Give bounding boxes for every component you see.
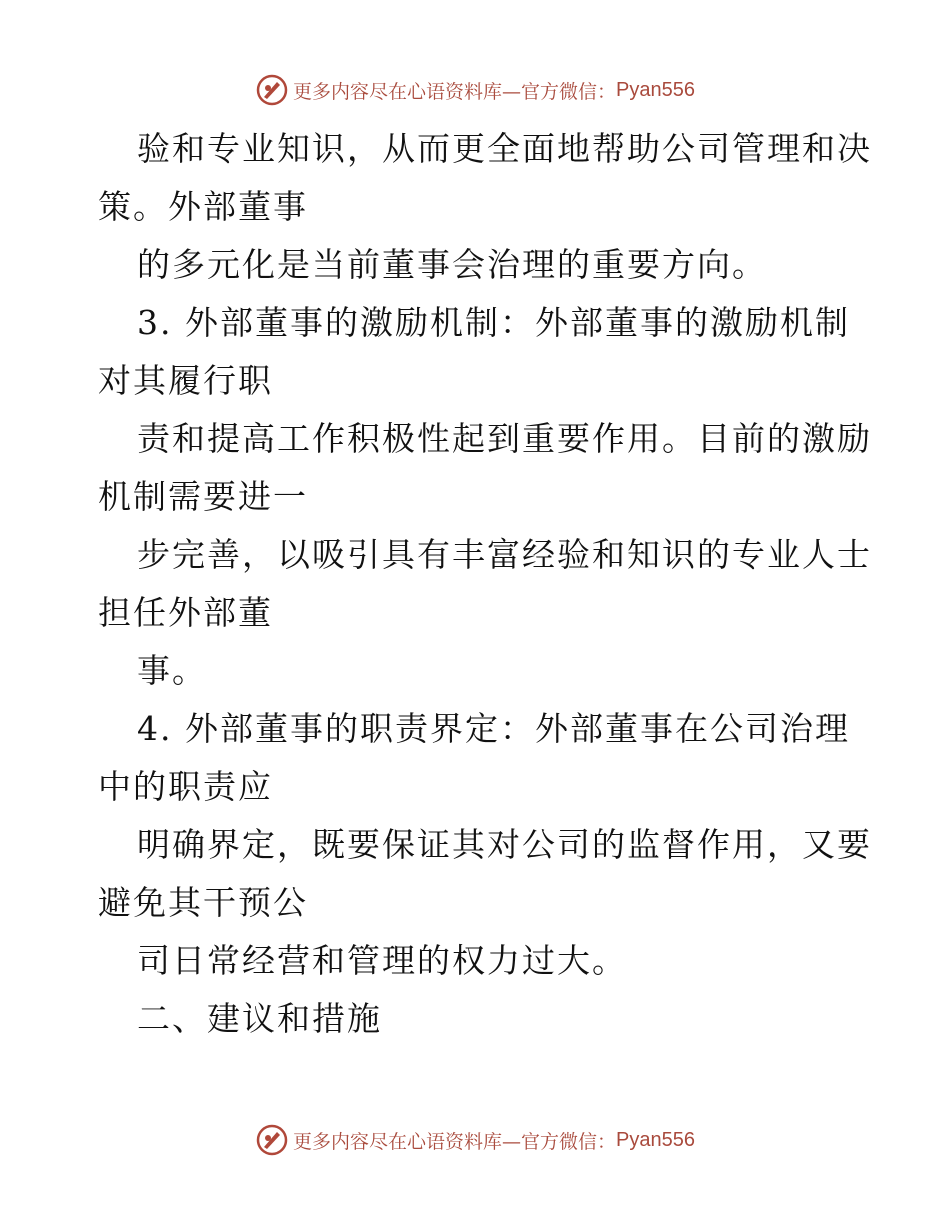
brand-logo-icon [255,73,289,107]
header-banner-text: 更多内容尽在心语资料库—官方微信： [293,80,617,103]
text-line: 步完善，以吸引具有丰富经验和知识的专业人士 [137,535,872,574]
text-line: 机制需要进一 [98,477,308,516]
footer-banner [0,1120,950,1160]
text-line: 司日常经营和管理的权力过大。 [137,941,627,980]
text-line: 二、建议和措施 [137,999,382,1038]
brand-logo-icon [255,1123,289,1157]
text-line: 事。 [137,651,207,690]
header-banner-id: Pyan556 [616,78,695,101]
text-line: 责和提高工作积极性起到重要作用。目前的激励 [137,419,872,458]
footer-banner-text: 更多内容尽在心语资料库—官方微信： [293,1130,617,1153]
text-line: 对其履行职 [98,361,273,400]
text-line: 中的职责应 [98,767,273,806]
text-line: 明确界定，既要保证其对公司的监督作用，又要 [137,825,872,864]
text-line: 避免其干预公 [98,883,308,922]
document-body [98,120,872,1048]
text-line: 策。外部董事 [98,187,308,226]
text-line: 担任外部董 [98,593,273,632]
text-line: 验和专业知识，从而更全面地帮助公司管理和决 [137,129,872,168]
footer-banner-id: Pyan556 [616,1128,695,1151]
text-line: 3. 外部董事的激励机制：外部董事的激励机制 [137,303,850,342]
text-line: 的多元化是当前董事会治理的重要方向。 [137,245,767,284]
text-line: 4. 外部董事的职责界定：外部董事在公司治理 [137,709,850,748]
header-banner [0,70,950,110]
